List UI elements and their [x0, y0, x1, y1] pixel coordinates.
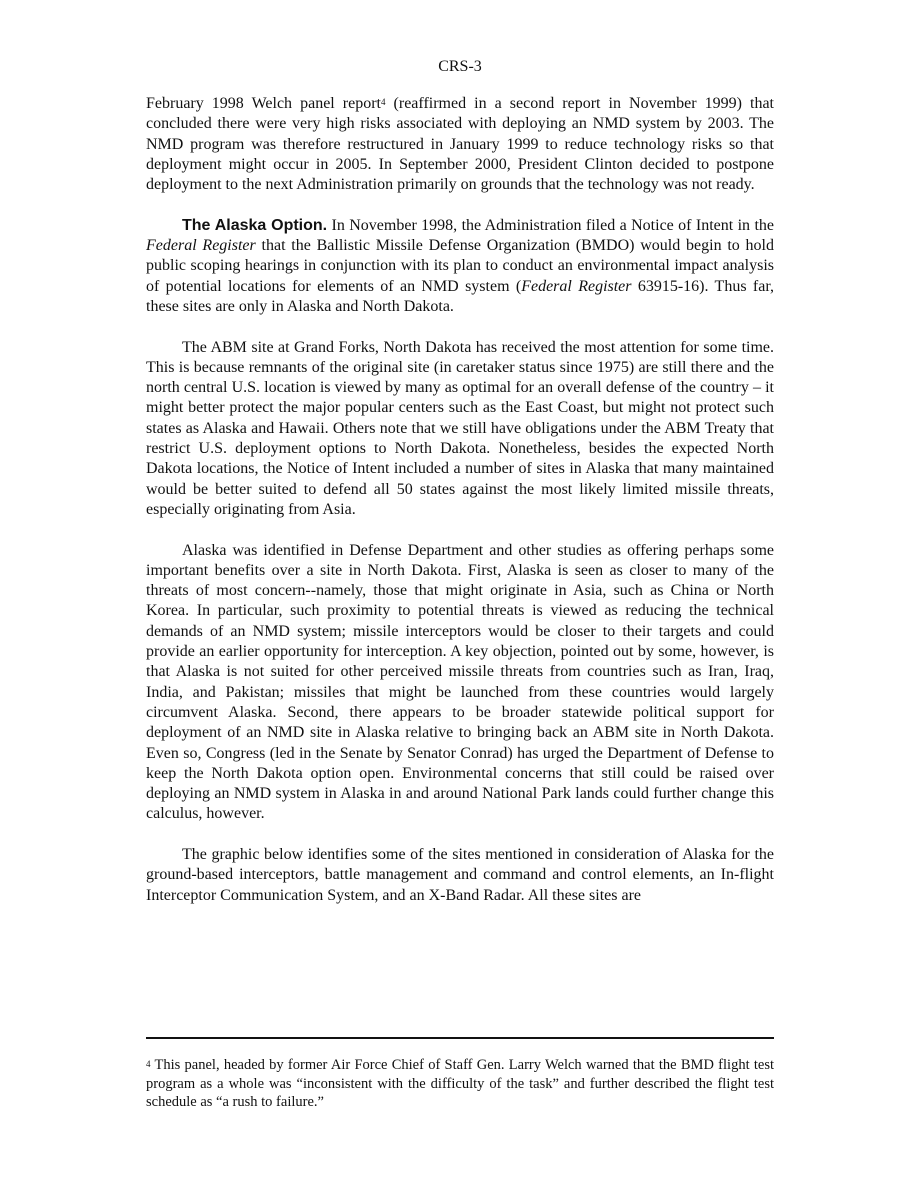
paragraph-text: The ABM site at Grand Forks, North Dakota has received the most attention for some time. This is because remnants of the original site (in caretaker status since 1975) are still there and the north central U.S. location is viewed by many as optimal for an overall defense of the country – it might better protect the major popular centers such as the East Coast, but might not protect such states as Alaska and Hawaii. Others note that we still have obligations under the ABM Treaty that restrict U.S. deployment options to North Dakota. Nonetheless, besides the expected North Dakota locations, the Notice of Intent included a number of sites in Alaska that many maintained would be better suited to defend all 50 states against the most likely limited missile threats, especially originating from Asia. — [146, 338, 774, 518]
footnote-reference[interactable]: 4 — [381, 97, 386, 107]
page-number: CRS-3 — [438, 58, 482, 75]
footnote-text: This panel, headed by former Air Force Chief of Staff Gen. Larry Welch warned that the BMD flight test program as a whole was “inconsistent with the difficulty of the task” and further described the flight test schedule as “a rush to failure.” — [146, 1057, 774, 1110]
paragraph-text: The graphic below identifies some of the sites mentioned in consideration of Alaska for the ground-based interceptors, battle management and command and control elements, an In-flight Interceptor Communication System, and an X-Band Radar. All these sites are — [146, 845, 774, 904]
paragraph-welch-report — [146, 94, 774, 195]
footnote — [146, 1056, 774, 1112]
paragraph-graphic-intro — [146, 845, 774, 906]
document-body — [146, 94, 774, 906]
paragraph-alaska-benefits — [146, 541, 774, 825]
publication-title: Federal Register — [521, 277, 632, 295]
paragraph-text: 63915-16). Thus far, these sites are only in Alaska and North Dakota. — [146, 277, 775, 315]
footnote-divider — [146, 1037, 774, 1039]
paragraph-alaska-option — [146, 216, 774, 317]
paragraph-text: In November 1998, the Administration filed a Notice of Intent in the — [327, 216, 774, 234]
paragraph-text: (reaffirmed in a second report in November 1999) that concluded there were very high risks associated with deploying an NMD system by 2003. The NMD program was therefore restructured in January 1999 to reduce technology risks so that deployment might occur in 2005. In September 2000, President Clinton decided to postpone deployment to the next Administration primarily on grounds that the technology was not ready. — [146, 95, 774, 194]
section-heading: The Alaska Option. — [182, 216, 328, 234]
footnote-entry — [146, 1056, 774, 1112]
page-header — [0, 57, 920, 77]
paragraph-text: that the Ballistic Missile Defense Organization (BMDO) would begin to hold public scoping hearings in conjunction with its plan to conduct an environmental impact analysis of potential locations for elements of an NMD system ( — [146, 237, 775, 295]
paragraph-text: February 1998 Welch panel report — [146, 95, 381, 112]
paragraph-grand-forks — [146, 338, 774, 521]
publication-title: Federal Register — [146, 237, 256, 255]
footnote-number: 4 — [146, 1059, 151, 1069]
paragraph-text: Alaska was identified in Defense Department and other studies as offering perhaps some important benefits over a site in North Dakota. First, Alaska is seen as closer to many of the threats of most concern--namely, those that might originate in Asia, such as China or North Korea. In particular, such proximity to potential threats is viewed as reducing the technical demands of an NMD system; missile interceptors would be closer to their targets and could provide an earlier opportunity for interception. A key objection, pointed out by some, however, is that Alaska is not suited for other perceived missile threats from countries such as Iran, Iraq, India, and Pakistan; missiles that might be launched from these countries would largely circumvent Alaska. Second, there appears to be broader statewide political support for deployment of an NMD site in Alaska relative to bringing back an ABM site in North Dakota. Even so, Congress (led in the Senate by Senator Conrad) has urged the Department of Defense to keep the North Dakota option open. Environmental concerns that still could be raised over deploying an NMD system in Alaska in and around National Park lands could further change this calculus, however. — [146, 541, 774, 823]
